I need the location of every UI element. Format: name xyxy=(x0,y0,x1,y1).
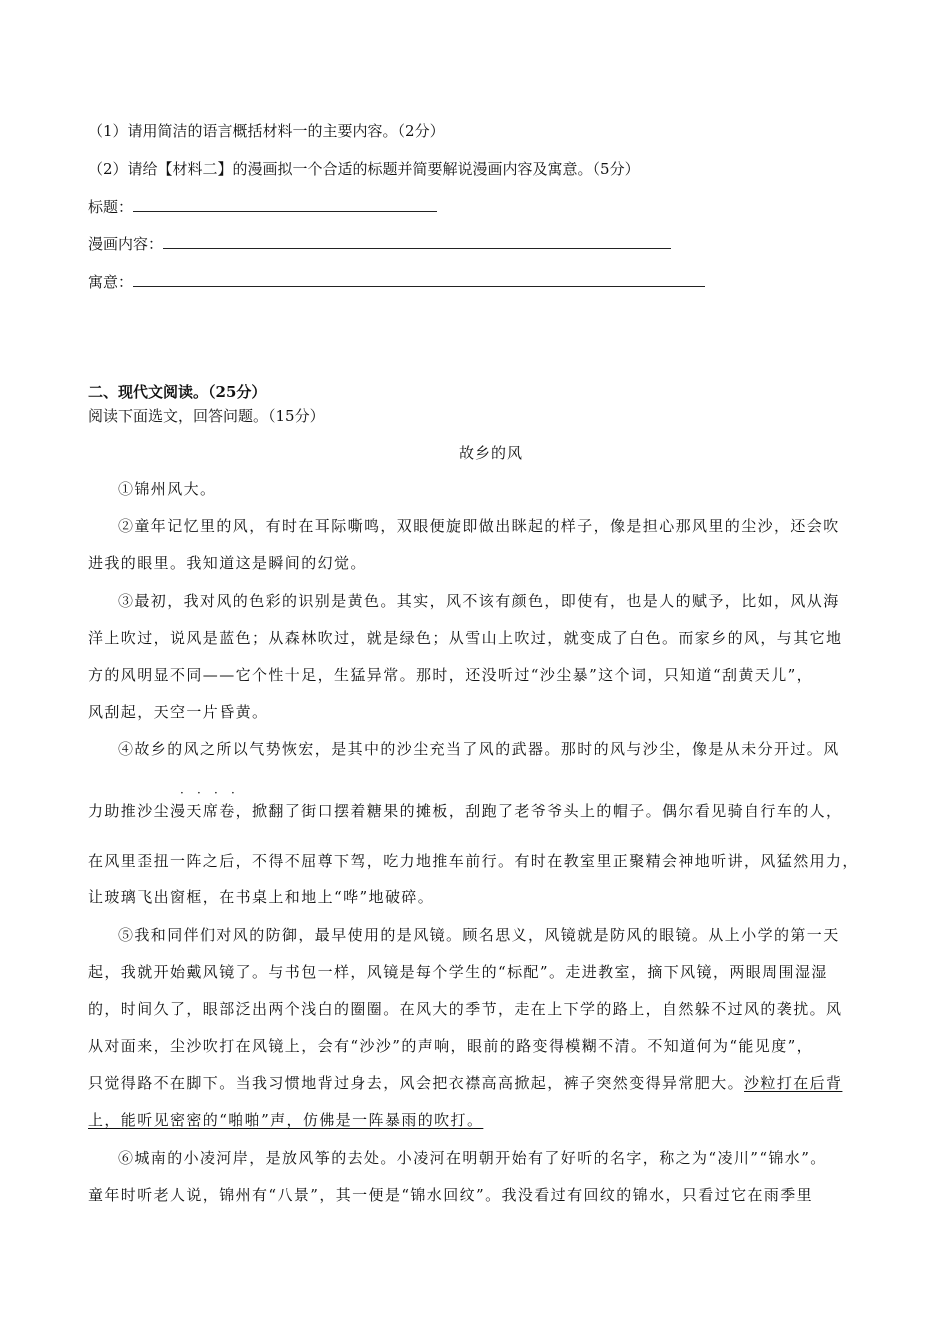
title-answer-blank[interactable] xyxy=(133,197,437,212)
underlined-sentence-start: 沙粒打在后背 xyxy=(744,1074,843,1092)
paragraph-3-line-1: ③最初，我对风的色彩的识别是黄色。其实，风不该有颜色，即使有，也是人的赋予，比如，风从海 xyxy=(118,592,840,610)
paragraph-4-line-2 xyxy=(88,800,842,821)
paragraph-4-line-2-end: ，掀翻了街口摆着糖果的摊板，刮跑了老爷爷头上的帽子。偶尔看见骑自行车的人， xyxy=(235,802,843,820)
title-label: 标题： xyxy=(88,198,134,216)
paragraph-3-line-4: 风刮起，天空一片昏黄。 xyxy=(88,703,269,721)
paragraph-5-line-3: 的，时间久了，眼部泛出两个浅白的圈圈。在风大的季节，走在上下学的路上，自然躲不过风的袭扰。风 xyxy=(88,1000,843,1018)
paragraph-2-line-2: 进我的眼里。我知道这是瞬间的幻觉。 xyxy=(88,554,367,572)
underlined-sentence-end: 上，能听见密密的“啪啪”声，仿佛是一阵暴雨的吹打。 xyxy=(88,1111,484,1129)
article-title: 故乡的风 xyxy=(459,444,524,462)
paragraph-5-line-5 xyxy=(88,1072,842,1093)
paragraph-5-line-4: 从对面来，尘沙吹打在风镜上，会有“沙沙”的声响，眼前的路变得模糊不清。不知道何为“能见度”， xyxy=(88,1037,814,1055)
paragraph-5-line-2: 起，我就开始戴风镜了。与书包一样，风镜是每个学生的“标配”。走进教室，摘下风镜，两眼周围湿湿 xyxy=(88,963,828,981)
paragraph-4-line-1: ④故乡的风之所以气势恢宏，是其中的沙尘充当了风的武器。那时的风与沙尘，像是从未分开过。风 xyxy=(118,740,840,758)
emphasized-phrase: 漫天席卷 xyxy=(170,802,236,820)
paragraph-4-line-2-start: 力助推沙尘 xyxy=(88,802,171,820)
content-label: 漫画内容： xyxy=(88,235,164,253)
paragraph-5-line-1: ⑤我和同伴们对风的防御，最早使用的是风镜。顾名思义，风镜就是防风的眼镜。从上小学的第一天 xyxy=(118,926,840,944)
paragraph-2-line-1: ②童年记忆里的风，有时在耳际嘶鸣，双眼便旋即做出眯起的样子，像是担心那风里的尘沙，还会吹 xyxy=(118,517,840,535)
emphasis-dot: · xyxy=(231,786,235,800)
paragraph-1: ①锦州风大。 xyxy=(118,480,217,498)
paragraph-6-line-1: ⑥城南的小凌河岸，是放风筝的去处。小凌河在明朝开始有了好听的名字，称之为“凌川”“锦水”。 xyxy=(118,1149,827,1167)
emphasis-dot: · xyxy=(214,786,218,800)
paragraph-4-line-3: 在风里歪扭一阵之后，不得不屈尊下驾，吃力地推车前行。有时在教室里正聚精会神地听讲，风猛然用力， xyxy=(88,852,859,870)
question-1: （1）请用简洁的语言概括材料一的主要内容。（2分） xyxy=(88,122,445,140)
question-2: （2）请给【材料二】的漫画拟一个合适的标题并简要解说漫画内容及寓意。（5分） xyxy=(88,160,640,178)
title-answer-row xyxy=(88,196,437,217)
meaning-label: 寓意： xyxy=(88,273,134,291)
paragraph-3-line-3: 方的风明显不同——它个性十足，生猛异常。那时，还没听过“沙尘暴”这个词，只知道“刮黄天儿”， xyxy=(88,666,814,684)
paragraph-5-line-5-start: 只觉得路不在脚下。当我习惯地背过身去，风会把衣襟高高掀起，裤子突然变得异常肥大。 xyxy=(88,1074,745,1092)
section-heading: 二、现代文阅读。（25分） xyxy=(88,383,267,401)
paragraph-3-line-2: 洋上吹过，说风是蓝色；从森林吹过，就是绿色；从雪山上吹过，就变成了白色。而家乡的风，与其它地 xyxy=(88,629,843,647)
section-instruction: 阅读下面选文，回答问题。（15分） xyxy=(88,407,325,425)
emphasis-dot: · xyxy=(180,786,184,800)
content-answer-blank[interactable] xyxy=(163,234,671,249)
meaning-answer-blank[interactable] xyxy=(133,272,705,287)
content-answer-row xyxy=(88,233,671,254)
paragraph-4-line-4: 让玻璃飞出窗框，在书桌上和地上“哗”地破碎。 xyxy=(88,888,435,906)
paragraph-6-line-2: 童年时听老人说，锦州有“八景”，其一便是“锦水回纹”。我没看过有回纹的锦水，只看过它在雨季里 xyxy=(88,1186,814,1204)
meaning-answer-row xyxy=(88,271,705,292)
emphasis-dot: · xyxy=(197,786,201,800)
